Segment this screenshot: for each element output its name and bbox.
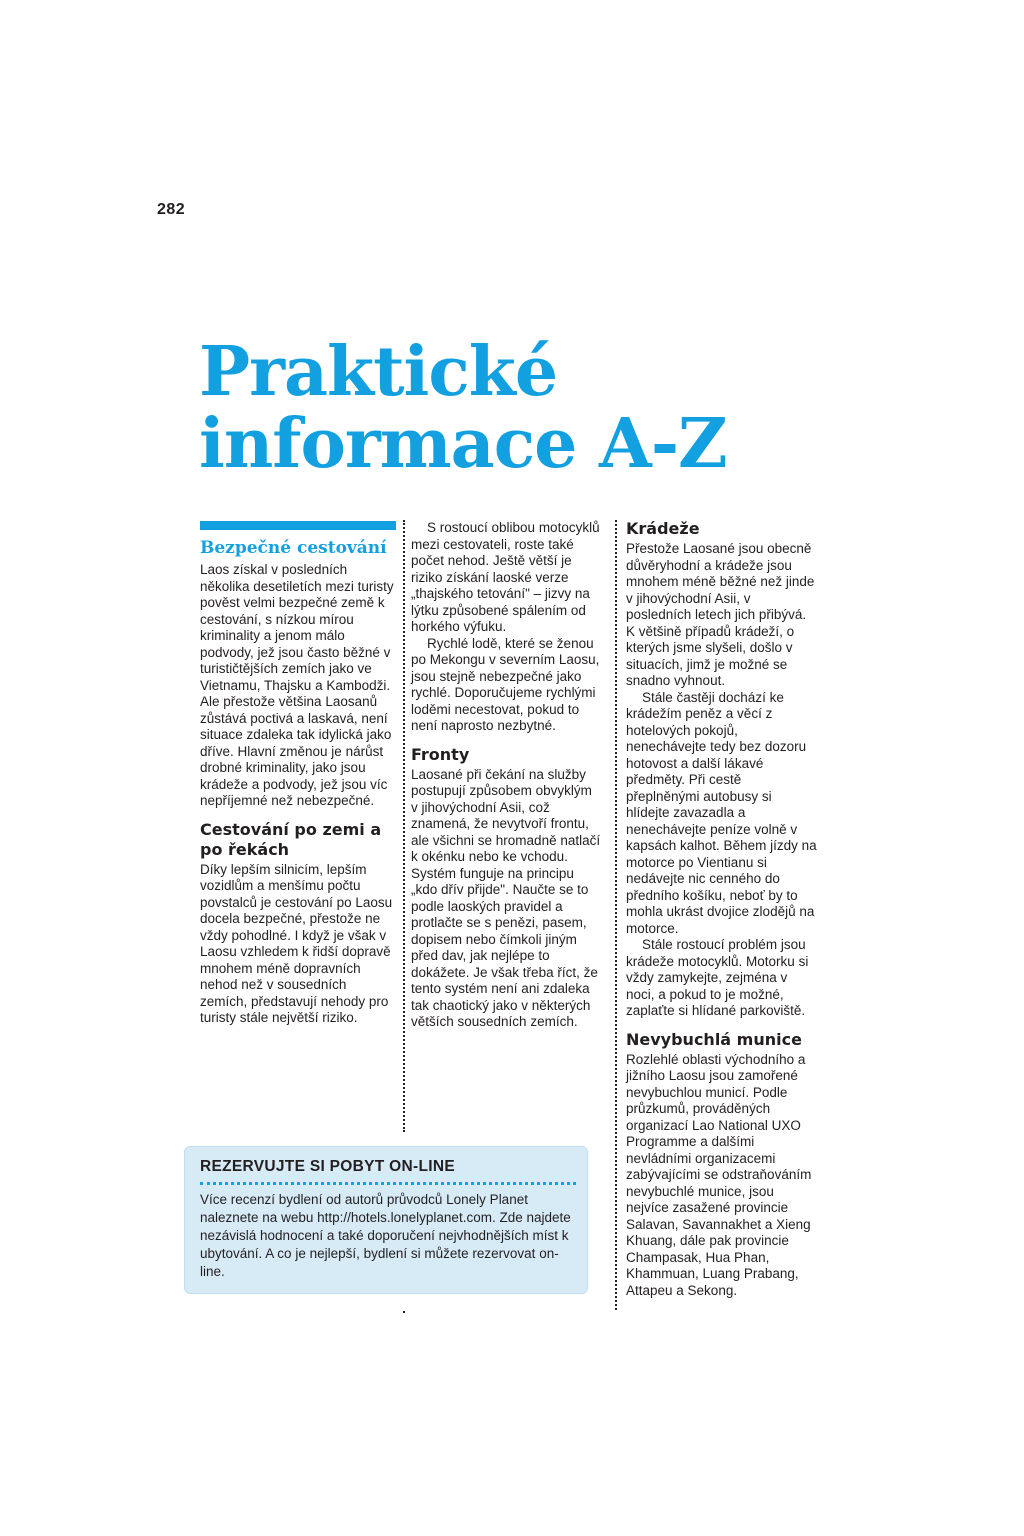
column-1 bbox=[200, 521, 396, 1027]
page-title bbox=[199, 332, 839, 484]
paragraph-theft-3: Stále rostoucí problém jsou krádeže motocyklů. Motorku si vždy zamykejte, zejména v noci, a pokud to je možné, zaplaťte si hlídané parkoviště. bbox=[626, 937, 809, 1018]
paragraph-queues: Laosané při čekání na služby postupují způsobem obvyklým v jihovýchodní Asii, což znamená, že nevytvoří frontu, ale všichni se hromadně natlačí k okénku nebo ke vchodu. Systém funguje na principu „kdo dřív přijde". Naučte se to podle laoských pravidel a protlačte se s penězi, pasem, dopisem nebo čímkoli jiným před dav, jak nejlépe to dokážete. Je však třeba říct, že tento systém není ani zdaleka tak chaotický jako v některých větších sousedních zemích. bbox=[411, 766, 601, 1029]
booking-box-title: REZERVUJTE SI POBYT ON-LINE bbox=[200, 1158, 455, 1175]
paragraph-land-river-travel: Díky lepším silnicím, lepším vozidlům a menšímu počtu povstalců je cestování po Laosu docela bezpečné, přestože ne vždy pohodlné. I když je však v Laosu vzhledem k řidší dopravě mnohem méně dopravních nehod než v sousedních zemích, představují nehody pro turisty stále největší riziko. bbox=[200, 861, 393, 1025]
heading-unexploded-ordnance: Nevybuchlá munice bbox=[626, 1029, 802, 1049]
paragraph-speedboats: Rychlé lodě, které se ženou po Mekongu v severním Laosu, jsou stejně nebezpečné jako rychlé. Doporučujeme rychlými loděmi necestovat, pokud to není naprosto nezbytné. bbox=[411, 635, 600, 733]
stray-dot bbox=[403, 1311, 405, 1313]
heading-safe-travel: Bezpečné cestování bbox=[200, 538, 387, 558]
booking-info-box bbox=[184, 1146, 588, 1294]
paragraph-theft-1: Přestože Laosané jsou obecně důvěryhodní a krádeže jsou mnohem méně běžné než jinde v jihovýchodní Asii, v posledních letech jich přibývá. K většině případů krádeží, o kterých jsme slyšeli, došlo v situacích, jimž je možné se snadno vyhnout. bbox=[626, 541, 815, 688]
title-line-1: Praktické bbox=[199, 332, 558, 412]
paragraph-motorcycles: S rostoucí oblibou motocyklů mezi cestovateli, roste také počet nehod. Ještě větší je riziko získání laoské verze „thajského tetování" – jizvy na lýtku způsobené spálením od horkého výfuku. bbox=[411, 520, 600, 634]
heading-queues: Fronty bbox=[411, 744, 470, 764]
paragraph-safe-travel: Laos získal v posledních několika desetiletích mezi turisty pověst velmi bezpečné země k cestování, s nízkou mírou kriminality a jenom málo podvody, jež jsou často běžné v turističtějších zemích jako ve Vietnamu, Thajsku a Kambodži. Ale přestože většina Laosanů zůstává poctivá a laskavá, není situace zdaleka tak idylická jako dříve. Hlavní změnou je nárůst drobné kriminality, jako jsou krádeže a podvody, jež jsou víc nepříjemné než nebezpečné. bbox=[200, 562, 394, 808]
column-divider-1 bbox=[403, 520, 405, 1132]
booking-box-text: Více recenzí bydlení od autorů průvodců Lonely Planet naleznete na webu http://hotels.lonelyplanet.com. Zde najdete nezávislá hodnocení a také doporučení nejvhodnějších míst k ubytování. A co je nejlepší, bydlení si můžete rezervovat on-line. bbox=[200, 1192, 571, 1279]
paragraph-unexploded-ordnance: Rozlehlé oblasti východního a jižního Laosu jsou zamořené nevybuchlou municí. Podle průzkumů, prováděných organizací Lao National UXO Programme a dalšími nevládními organizacemi zabývajícími se odstraňováním nevybuchlé munice, jsou nejvíce zasažené provincie Salavan, Savannakhet a Xieng Khuang, dále pak provincie Champasak, Hua Phan, Khammuan, Luang Prabang, Attapeu a Sekong. bbox=[626, 1051, 812, 1298]
column-divider-2 bbox=[615, 520, 617, 1310]
column-2 bbox=[411, 520, 601, 1031]
column-3 bbox=[626, 519, 818, 1299]
section-accent-bar bbox=[200, 521, 396, 530]
page-number: 282 bbox=[157, 201, 186, 218]
heading-land-river-travel: Cestování po zemi a po řekách bbox=[200, 819, 382, 859]
booking-box-dotted-rule bbox=[200, 1182, 576, 1185]
title-line-2: informace A-Z bbox=[199, 404, 727, 484]
paragraph-theft-2: Stále častěji dochází ke krádežím peněz a věcí z hotelových pokojů, nenechávejte tedy bez dozoru hotovost a další lákavé předměty. Při cestě přeplněnými autobusy si hlídejte zavazadla a nenechávejte peníze volně v kapsách kalhot. Během jízdy na motorce po Vientianu si nedávejte nic cenného do předního košíku, neboť by to mohla ukrást dvojice zlodějů na motorce. bbox=[626, 689, 817, 936]
heading-theft: Krádeže bbox=[626, 519, 700, 538]
